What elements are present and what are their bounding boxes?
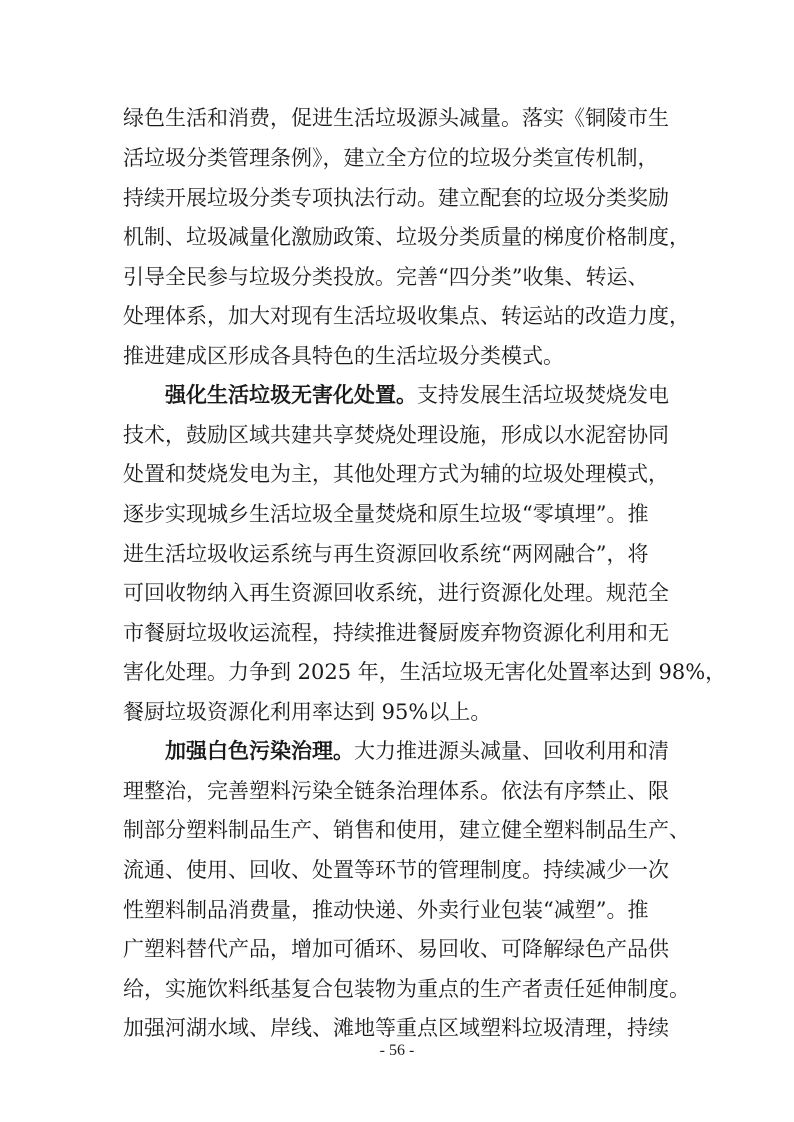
text-line: 推进建成区形成各具特色的生活垃圾分类模式。 [123, 344, 564, 368]
text-line: 可回收物纳入再生资源回收系统，进行资源化处理。规范全 [123, 581, 669, 605]
text-line: 市餐厨垃圾收运流程，持续推进餐厨废弃物资源化利用和无 [123, 621, 669, 645]
text-line: 机制、垃圾减量化激励政策、垃圾分类质量的梯度价格制度， [123, 225, 690, 249]
text-line: 制部分塑料制品生产、销售和使用，建立健全塑料制品生产、 [123, 818, 690, 842]
page-number: - 56 - [379, 1042, 415, 1059]
text-line: 理整治，完善塑料污染全链条治理体系。依法有序禁止、限 [123, 779, 669, 803]
text-line: 活垃圾分类管理条例》，建立全方位的垃圾分类宣传机制， [123, 146, 659, 170]
text-line: 持续开展垃圾分类专项执法行动。建立配套的垃圾分类奖励 [123, 186, 669, 210]
text-line: 绿色生活和消费，促进生活垃圾源头减量。落实《铜陵市生 [123, 106, 669, 130]
text-line: 加强河湖水域、岸线、滩地等重点区域塑料垃圾清理，持续 [123, 1016, 669, 1040]
text-line: 逐步实现城乡生活垃圾全量焚烧和原生垃圾“零填埋”。推 [123, 502, 649, 526]
text-line: 处理体系，加大对现有生活垃圾收集点、转运站的改造力度， [123, 304, 690, 328]
text-line: 进生活垃圾收运系统与再生资源回收系统“两网融合”，将 [123, 542, 649, 566]
paragraph-text: 支持发展生活垃圾焚烧发电 [417, 383, 669, 407]
text-line: 餐厨垃圾资源化利用率达到 95%以上。 [123, 700, 492, 724]
text-line: 处置和焚烧发电为主，其他处理方式为辅的垃圾处理模式， [123, 462, 669, 486]
text-line: 广塑料替代产品，增加可循环、易回收、可降解绿色产品供 [123, 937, 669, 961]
text-line [165, 737, 683, 767]
text-line [165, 381, 683, 411]
paragraph-heading: 加强白色污染治理。 [165, 738, 354, 763]
text-line: 性塑料制品消费量，推动快递、外卖行业包装“减塑”。推 [123, 898, 649, 922]
paragraph-text: 大力推进源头减量、回收利用和清 [354, 739, 669, 763]
text-line: 技术，鼓励区域共建共享焚烧处理设施，形成以水泥窑协同 [123, 423, 669, 447]
text-line: 给，实施饮料纸基复合包装物为重点的生产者责任延伸制度。 [123, 977, 690, 1001]
text-line: 流通、使用、回收、处置等环节的管理制度。持续减少一次 [123, 858, 669, 882]
text-line: 引导全民参与垃圾分类投放。完善“四分类”收集、转运、 [123, 265, 649, 289]
paragraph-heading: 强化生活垃圾无害化处置。 [165, 382, 417, 407]
text-line: 害化处理。力争到 2025 年，生活垃圾无害化处置率达到 98%， [123, 660, 727, 684]
